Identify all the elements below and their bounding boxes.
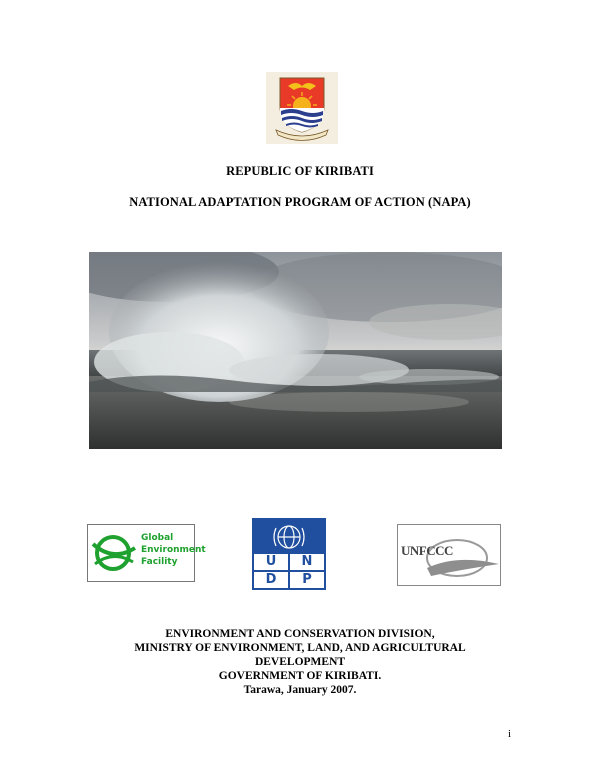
- document-title: REPUBLIC OF KIRIBATI: [226, 164, 374, 178]
- undp-letter-u: U: [265, 554, 277, 569]
- cover-photo-wave: [89, 252, 502, 449]
- kiribati-coat-of-arms: [266, 72, 338, 144]
- publisher-line: ENVIRONMENT AND CONSERVATION DIVISION,: [165, 628, 435, 640]
- gef-text-line1: Global: [141, 533, 174, 543]
- gef-logo: [87, 524, 206, 582]
- publisher-line: DEVELOPMENT: [254, 656, 346, 668]
- publisher-line: MINISTRY OF ENVIRONMENT, LAND, AND AGRICULTURAL: [134, 642, 466, 654]
- page-number: i: [508, 728, 512, 740]
- undp-letter-d: D: [265, 572, 277, 587]
- gef-text-line2: Environment: [141, 545, 206, 555]
- unfccc-logo: [397, 524, 501, 586]
- unfccc-text: UNFCCC: [401, 543, 453, 558]
- publisher-line: GOVERNMENT OF KIRIBATI.: [218, 670, 382, 682]
- gef-text-line3: Facility: [141, 557, 178, 567]
- undp-logo: [252, 518, 326, 590]
- publisher-date: Tarawa, January 2007.: [243, 684, 357, 696]
- undp-letter-n: N: [301, 554, 313, 569]
- undp-letter-p: P: [302, 572, 312, 587]
- publisher-block: [0, 627, 600, 697]
- document-subtitle: NATIONAL ADAPTATION PROGRAM OF ACTION (NAPA): [129, 195, 471, 209]
